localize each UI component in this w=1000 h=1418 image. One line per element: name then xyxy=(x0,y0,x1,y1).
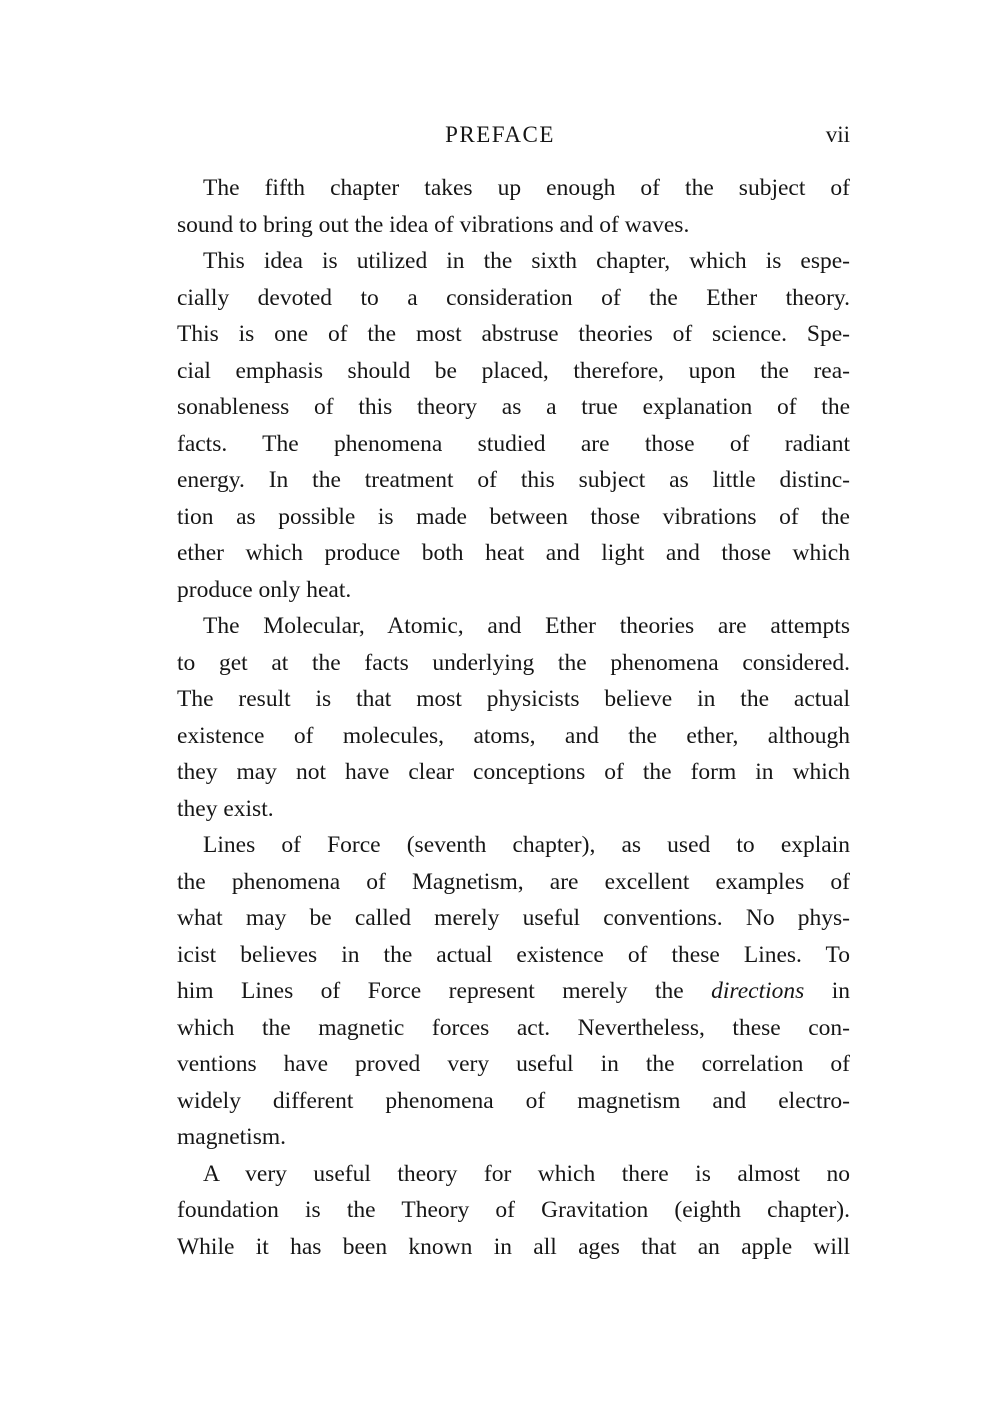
text-line: cial emphasis should be placed, therefore, upon the rea- xyxy=(177,357,850,384)
text-line: This is one of the most abstruse theories of science. Spe- xyxy=(177,321,850,347)
text-line: produce only heat. xyxy=(177,576,352,603)
text-line-with-italic xyxy=(151,973,850,1010)
paragraph-ether-theory xyxy=(151,243,850,608)
paragraph-gravitation xyxy=(151,1156,850,1266)
text-line: tion as possible is made between those vibrations of the xyxy=(177,503,850,530)
text-line: While it has been known in all ages that an apple will xyxy=(177,1233,850,1260)
text-line: This idea is utilized in the sixth chapter, which is espe- xyxy=(203,248,850,274)
text-line: to get at the facts underlying the phenomena considered. xyxy=(177,649,850,676)
text-line: icist believes in the actual existence of these Lines. To xyxy=(177,941,850,968)
text-line: The fifth chapter takes up enough of the subject of xyxy=(203,175,850,201)
text-line: ventions have proved very useful in the correlation of xyxy=(177,1051,850,1077)
text-line: facts. The phenomena studied are those of radiant xyxy=(177,430,850,457)
text-line: foundation is the Theory of Gravitation (eighth chapter). xyxy=(177,1197,850,1223)
text-line: existence of molecules, atoms, and the ether, although xyxy=(177,722,850,749)
italic-word-directions: directions xyxy=(711,978,805,1004)
page-number: vii xyxy=(825,122,850,147)
running-head xyxy=(150,118,850,152)
text-line: sonableness of this theory as a true explanation of the xyxy=(177,394,850,420)
text-line: The Molecular, Atomic, and Ether theories are attempts xyxy=(203,613,850,639)
text-line: ether which produce both heat and light and those which xyxy=(177,540,850,566)
text-line: A very useful theory for which there is almost no xyxy=(203,1160,850,1187)
text-segment: him Lines of Force represent merely the xyxy=(177,978,684,1004)
text-line: The result is that most physicists believe in the actual xyxy=(177,686,850,712)
paragraph-lines-of-force xyxy=(151,827,850,1156)
body-text xyxy=(151,170,850,1265)
text-line: Lines of Force (seventh chapter), as used to explain xyxy=(203,832,850,858)
text-line: magnetism. xyxy=(177,1124,286,1150)
paragraph-fifth-chapter xyxy=(151,170,850,243)
text-line: they exist. xyxy=(177,795,274,822)
text-line: energy. In the treatment of this subject as little distinc- xyxy=(177,467,850,493)
text-line: what may be called merely useful conventions. No phys- xyxy=(177,905,850,931)
paragraph-molecular-theories xyxy=(151,608,850,827)
text-segment: in xyxy=(831,978,851,1004)
text-line: cially devoted to a consideration of the Ether theory. xyxy=(177,284,850,311)
text-line: sound to bring out the idea of vibrations and of waves. xyxy=(177,211,690,238)
text-line: which the magnetic forces act. Nevertheless, these con- xyxy=(177,1014,850,1041)
text-line: they may not have clear conceptions of the form in which xyxy=(177,759,850,785)
running-title: PREFACE xyxy=(445,122,555,147)
text-line: widely different phenomena of magnetism and electro- xyxy=(177,1087,850,1114)
text-line: the phenomena of Magnetism, are excellent examples of xyxy=(177,868,850,895)
